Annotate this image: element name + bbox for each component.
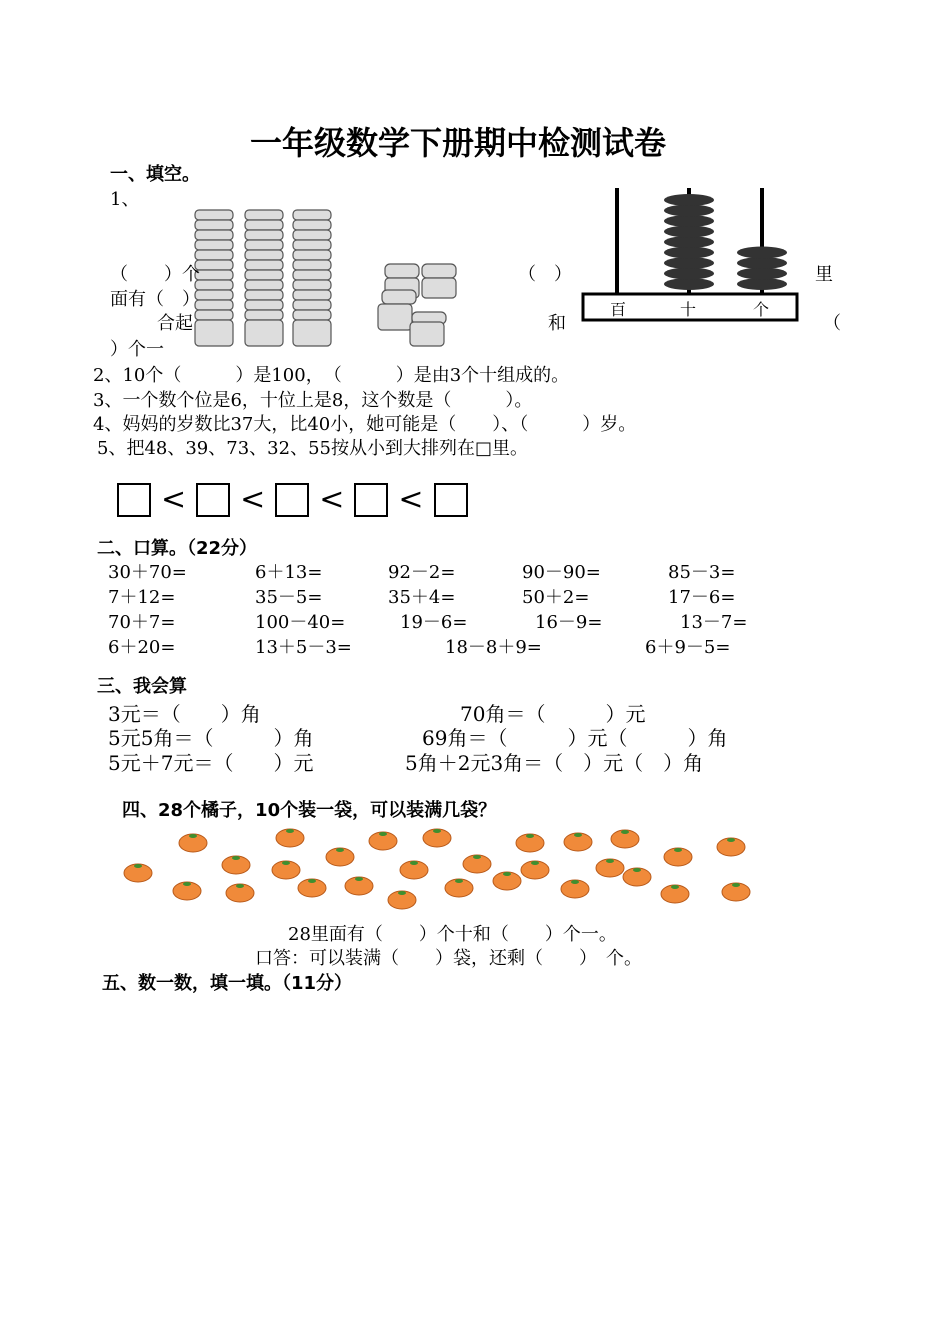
section-4-line-1: 28里面有（ ）个十和（ ）个一。 (288, 924, 617, 945)
calc-item: 85－3= (668, 562, 736, 583)
orange-icon (717, 838, 745, 856)
orange-icon (345, 877, 373, 895)
q1-text-c: 合起 (157, 313, 193, 334)
less-than-sign: < (240, 482, 266, 517)
calc-item: 100－40= (255, 612, 346, 633)
question-5: 5、把48、39、73、32、55按从小到大排列在□里。 (97, 438, 528, 459)
orange-icon (369, 832, 397, 850)
calc-item: 13－7= (680, 612, 748, 633)
calc-item: 16－9= (535, 612, 603, 633)
orange-icon (124, 864, 152, 882)
calc-item: 70＋7= (108, 612, 176, 633)
money-left-3: 5元＋7元＝（ ）元 (108, 751, 314, 775)
orange-icon (516, 834, 544, 852)
orange-icon (226, 884, 254, 902)
calc-item: 6＋9－5= (645, 637, 731, 658)
q1-text-g: 和 (548, 313, 566, 334)
page-title: 一年级数学下册期中检测试卷 (250, 124, 667, 162)
orange-icon (661, 885, 689, 903)
orange-icon (623, 868, 651, 886)
q1-text-h: （ (823, 313, 841, 334)
money-left-2: 5元5角＝（ ）角 (108, 726, 314, 750)
question-4: 4、妈妈的岁数比37大，比40小，她可能是（ ）、（ ）岁。 (93, 414, 637, 435)
question-2: 2、10个（ ）是100， （ ）是由3个十组成的。 (93, 365, 570, 386)
orange-icon (722, 883, 750, 901)
abacus-label-tens: 十 (680, 300, 697, 319)
calc-item: 18－8＋9= (445, 637, 542, 658)
money-left-1: 3元＝（ ）角 (108, 702, 261, 726)
q1-text-e: （ ） (518, 264, 572, 285)
q1-number: 1、 (110, 189, 140, 210)
calc-item: 92－2= (388, 562, 456, 583)
calc-item: 19－6= (400, 612, 468, 633)
section-4-heading: 四、28个橘子，10个装一袋，可以装满几袋？ (122, 800, 497, 821)
section-2-heading: 二、口算。（22分） (97, 538, 258, 559)
section-5-heading: 五、数一数，填一填。（11分） (102, 973, 353, 994)
orange-icon (423, 829, 451, 847)
calc-item: 13＋5－3= (255, 637, 352, 658)
orange-icon (222, 856, 250, 874)
orange-icon (596, 859, 624, 877)
less-than-sign: < (161, 482, 187, 517)
q1-text-d: ）个一 (110, 339, 164, 360)
calc-item: 17－6= (668, 587, 736, 608)
section-1-heading: 一、填空。 (110, 164, 200, 185)
orange-icon (611, 830, 639, 848)
orange-icon (400, 861, 428, 879)
orange-icon (445, 879, 473, 897)
calc-item: 90－90= (522, 562, 601, 583)
q1-text-a: （ ）个 (110, 264, 200, 285)
orange-icon (388, 891, 416, 909)
calc-item: 6＋20= (108, 637, 176, 658)
calc-item: 7＋12= (108, 587, 176, 608)
orange-icon (561, 880, 589, 898)
orange-icon (276, 829, 304, 847)
less-than-sign: < (319, 482, 345, 517)
orange-icon (272, 861, 300, 879)
orange-icon (493, 872, 521, 890)
less-than-sign: < (398, 482, 424, 517)
money-right-3: 5角＋2元3角＝（ ）元（ ）角 (405, 751, 704, 775)
orange-icon (521, 861, 549, 879)
abacus-label-ones: 个 (753, 300, 770, 319)
calc-item: 6＋13= (255, 562, 323, 583)
question-3: 3、一个数个位是6，十位上是8，这个数是（ ）。 (93, 390, 533, 411)
calc-item: 35－5= (255, 587, 323, 608)
q1-text-f: 里 (815, 264, 833, 285)
orange-icon (664, 848, 692, 866)
orange-icon (179, 834, 207, 852)
abacus-label-hundreds: 百 (610, 300, 627, 319)
section-3-heading: 三、我会算 (97, 676, 187, 697)
calc-item: 35＋4= (388, 587, 456, 608)
calc-item: 50＋2= (522, 587, 590, 608)
money-right-2: 69角＝（ ）元（ ）角 (422, 726, 728, 750)
orange-icon (463, 855, 491, 873)
money-right-1: 70角＝（ ）元 (460, 702, 646, 726)
orange-icon (173, 882, 201, 900)
orange-icon (564, 833, 592, 851)
orange-icon (326, 848, 354, 866)
orange-icon (298, 879, 326, 897)
section-4-line-2: 口答：可以装满（ ）袋，还剩（ ） 个。 (255, 948, 642, 969)
calc-item: 30＋70= (108, 562, 187, 583)
q1-text-b: 面有（ ） (110, 289, 200, 310)
